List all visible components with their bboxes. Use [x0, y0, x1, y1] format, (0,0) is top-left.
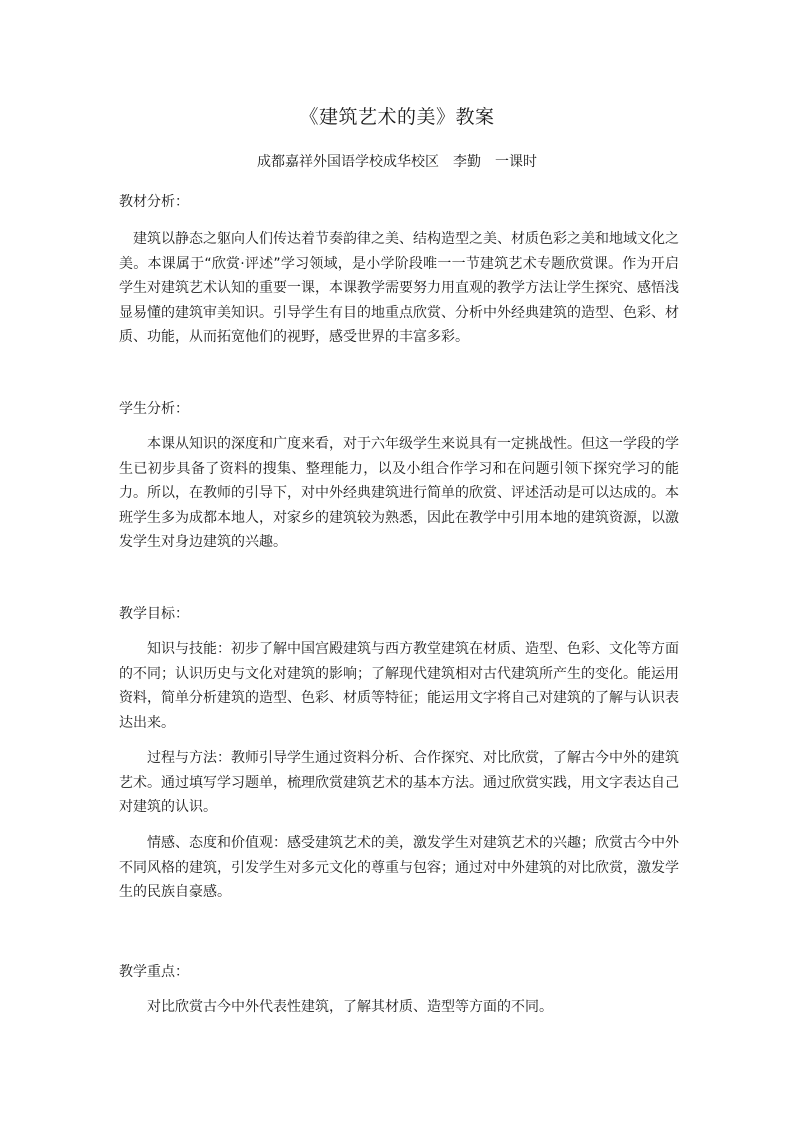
- section-heading-teaching-objectives: 教学目标：: [119, 606, 189, 622]
- paragraph-objective-process-methods: 过程与方法：教师引导学生通过资料分析、合作探究、对比欣赏，了解古今中外的建筑艺术。通过填写学习题单，梳理欣赏建筑艺术的基本方法。通过欣赏实践，用文字表达自己对建筑的认识。: [119, 750, 679, 815]
- document-subtitle: 成都嘉祥外国语学校成华校区 李勤 一课时: [257, 154, 537, 170]
- document-title: 《建筑艺术的美》教案: [299, 106, 495, 128]
- paragraph-objective-emotion-values: 情感、态度和价值观：感受建筑艺术的美，激发学生对建筑艺术的兴趣；欣赏古今中外不同风格的建筑，引发学生对多元文化的尊重与包容；通过对中外建筑的对比欣赏，激发学生的民族自豪感。: [119, 835, 679, 900]
- section-heading-student-analysis: 学生分析：: [119, 401, 189, 417]
- section-heading-material-analysis: 教材分析：: [119, 194, 189, 210]
- paragraph-student-analysis: 本课从知识的深度和广度来看，对于六年级学生来说具有一定挑战性。但这一学段的学生已初步具备了资料的搜集、整理能力，以及小组合作学习和在问题引领下探究学习的能力。所以，在教师的引导下，对中外经典建筑进行简单的欣赏、评述活动是可以达成的。本班学生多为成都本地人，对家乡的建筑较为熟悉，因此在教学中引用本地的建筑资源，以激发学生对身边建筑的兴趣。: [119, 436, 679, 550]
- paragraph-objective-knowledge-skills: 知识与技能：初步了解中国宫殿建筑与西方教堂建筑在材质、造型、色彩、文化等方面的不同；认识历史与文化对建筑的影响；了解现代建筑相对古代建筑所产生的变化。能运用资料，简单分析建筑的造型、色彩、材质等特征；能运用文字将自己对建筑的了解与认识表达出来。: [119, 641, 679, 731]
- paragraph-teaching-focus: 对比欣赏古今中外代表性建筑，了解其材质、造型等方面的不同。: [147, 999, 553, 1015]
- section-heading-teaching-focus: 教学重点：: [119, 964, 189, 980]
- paragraph-material-analysis: 建筑以静态之躯向人们传达着节奏韵律之美、结构造型之美、材质色彩之美和地域文化之美。本课属于“欣赏·评述”学习领域，是小学阶段唯一一节建筑艺术专题欣赏课。作为开启学生对建筑艺术认知的重要一课，本课教学需要努力用直观的教学方法让学生探究、感悟浅显易懂的建筑审美知识。引导学生有目的地重点欣赏、分析中外经典建筑的造型、色彩、材质、功能，从而拓宽他们的视野，感受世界的丰富多彩。: [119, 231, 679, 345]
